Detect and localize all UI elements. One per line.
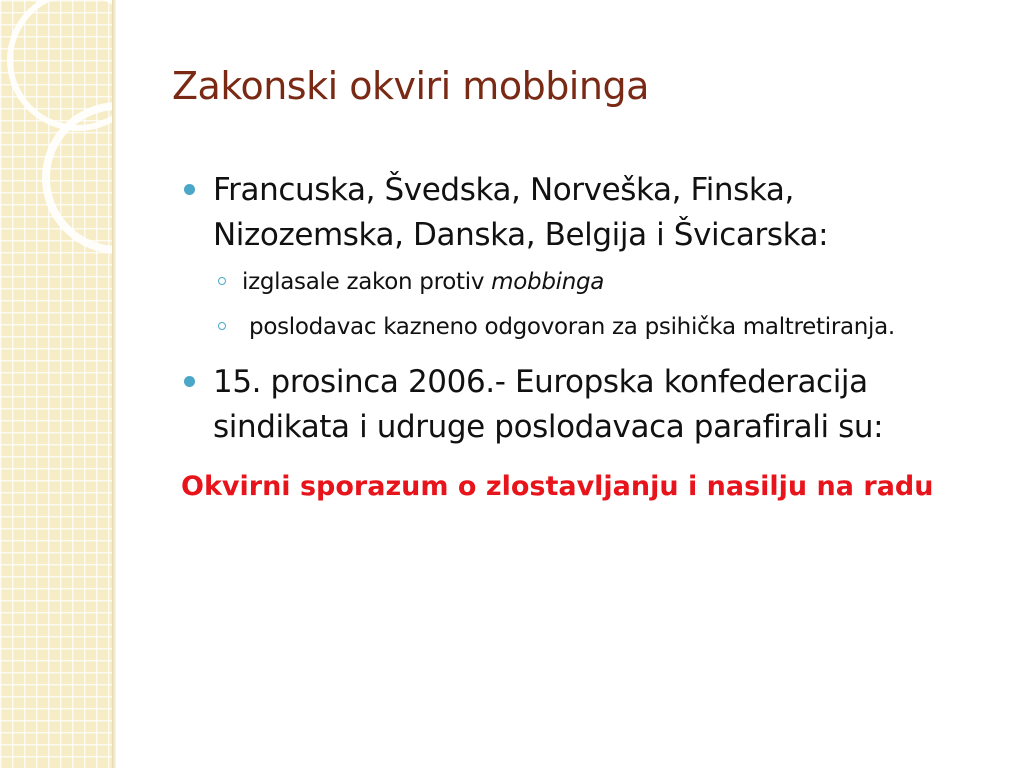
bullet-item <box>170 168 970 258</box>
bullet-text: 15. prosinca 2006.- Europska konfederacija sindikata i udruge poslodavaca parafirali su: <box>213 364 884 445</box>
slide-content <box>170 168 970 507</box>
sub-bullet-item <box>170 309 970 346</box>
bullet-item <box>170 360 970 450</box>
sub-bullet-italic-text: mobbinga <box>491 269 605 295</box>
sub-bullet-text: poslodavac kazneno odgovoran za psihička maltretiranja. <box>242 314 895 340</box>
sub-bullet-text: izglasale zakon protiv <box>242 269 492 295</box>
highlight-text: Okvirni sporazum o zlostavljanju i nasilju na radu <box>181 471 934 502</box>
bullet-dot-icon <box>184 184 195 195</box>
sub-bullet-item <box>170 264 970 301</box>
sub-bullet-circle-icon <box>218 322 226 330</box>
bullet-text: Francuska, Švedska, Norveška, Finska, Nizozemska, Danska, Belgija i Švicarska: <box>213 172 829 253</box>
sub-bullet-circle-icon <box>218 277 226 285</box>
bullet-dot-icon <box>184 376 195 387</box>
sidebar-edge <box>112 0 116 768</box>
decorative-rings <box>0 0 112 768</box>
decorative-sidebar <box>0 0 112 768</box>
slide-title: Zakonski okviri mobbinga <box>172 64 649 108</box>
